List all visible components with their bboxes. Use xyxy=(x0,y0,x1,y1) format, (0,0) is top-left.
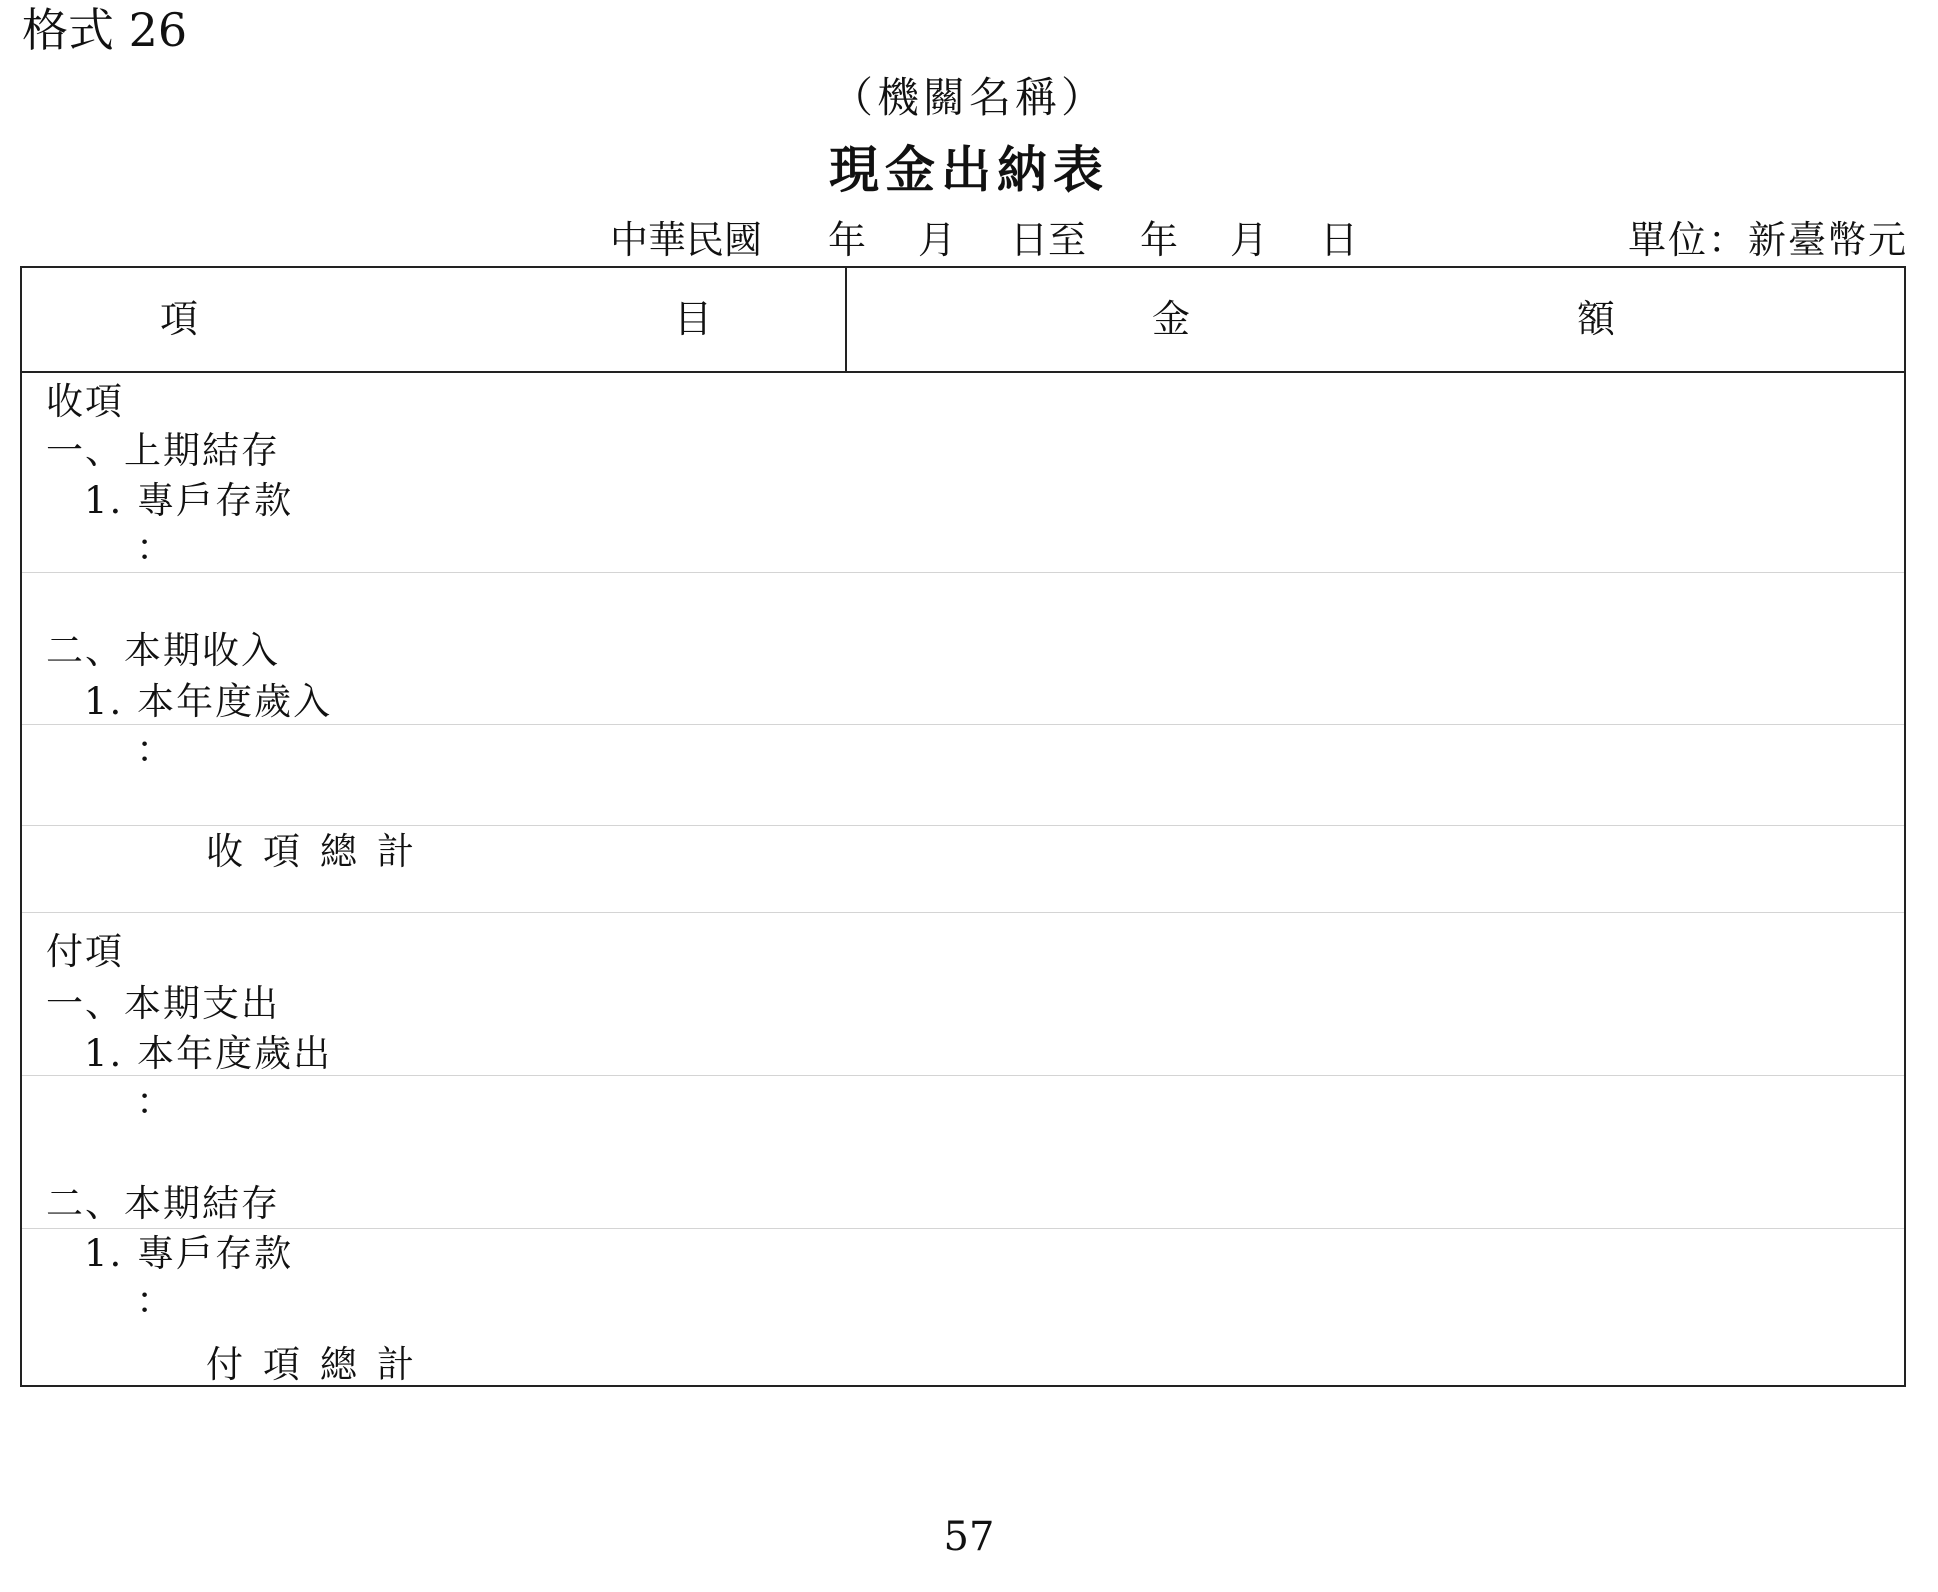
header-amount-char1: 金 xyxy=(1152,297,1191,341)
payments-section1-title: 一、本期支出 xyxy=(46,982,280,1025)
table-header xyxy=(22,268,1904,373)
header-divider xyxy=(845,268,847,371)
period-prefix: 中華民國 xyxy=(610,218,763,262)
header-item-char1: 項 xyxy=(160,297,199,341)
payments-heading: 付項 xyxy=(46,930,124,973)
payments-section2-title: 二、本期結存 xyxy=(46,1182,280,1225)
receipts-section1-title: 一、上期結存 xyxy=(46,429,280,472)
receipts-section2-item: 1. 本年度歲入 xyxy=(84,680,333,723)
header-item-char2: 目 xyxy=(674,297,713,341)
currency-unit: 單位：新臺幣元 xyxy=(1627,218,1908,262)
agency-name: （機關名稱） xyxy=(830,73,1107,122)
cash-ledger-table xyxy=(20,266,1906,1387)
row-divider xyxy=(22,912,1904,913)
period-year-end: 年 xyxy=(1140,218,1179,262)
continuation-mark: ： xyxy=(136,1080,175,1123)
receipts-heading: 收項 xyxy=(46,380,124,423)
receipts-section1-item: 1. 專戶存款 xyxy=(84,479,294,522)
continuation-mark: ： xyxy=(136,526,175,569)
period-day-end: 日 xyxy=(1320,218,1359,262)
period-month-end: 月 xyxy=(1230,218,1269,262)
page-number: 57 xyxy=(943,1514,995,1560)
period-year-start: 年 xyxy=(828,218,867,262)
period-month-start: 月 xyxy=(918,218,957,262)
receipts-total: 收項總計 xyxy=(206,830,434,873)
format-label: 格式 26 xyxy=(22,3,188,57)
payments-total: 付項總計 xyxy=(206,1343,434,1386)
receipts-section2-title: 二、本期收入 xyxy=(46,629,280,672)
continuation-mark: ： xyxy=(136,728,175,771)
payments-section1-item: 1. 本年度歲出 xyxy=(84,1032,333,1075)
row-divider xyxy=(22,1228,1904,1229)
report-title: 現金出納表 xyxy=(829,140,1109,199)
row-divider xyxy=(22,572,1904,573)
row-divider xyxy=(22,825,1904,826)
continuation-mark: ： xyxy=(136,1279,175,1322)
payments-section2-item: 1. 專戶存款 xyxy=(84,1232,294,1275)
header-amount-char2: 額 xyxy=(1577,297,1616,341)
period-day-start: 日至 xyxy=(1010,218,1087,262)
